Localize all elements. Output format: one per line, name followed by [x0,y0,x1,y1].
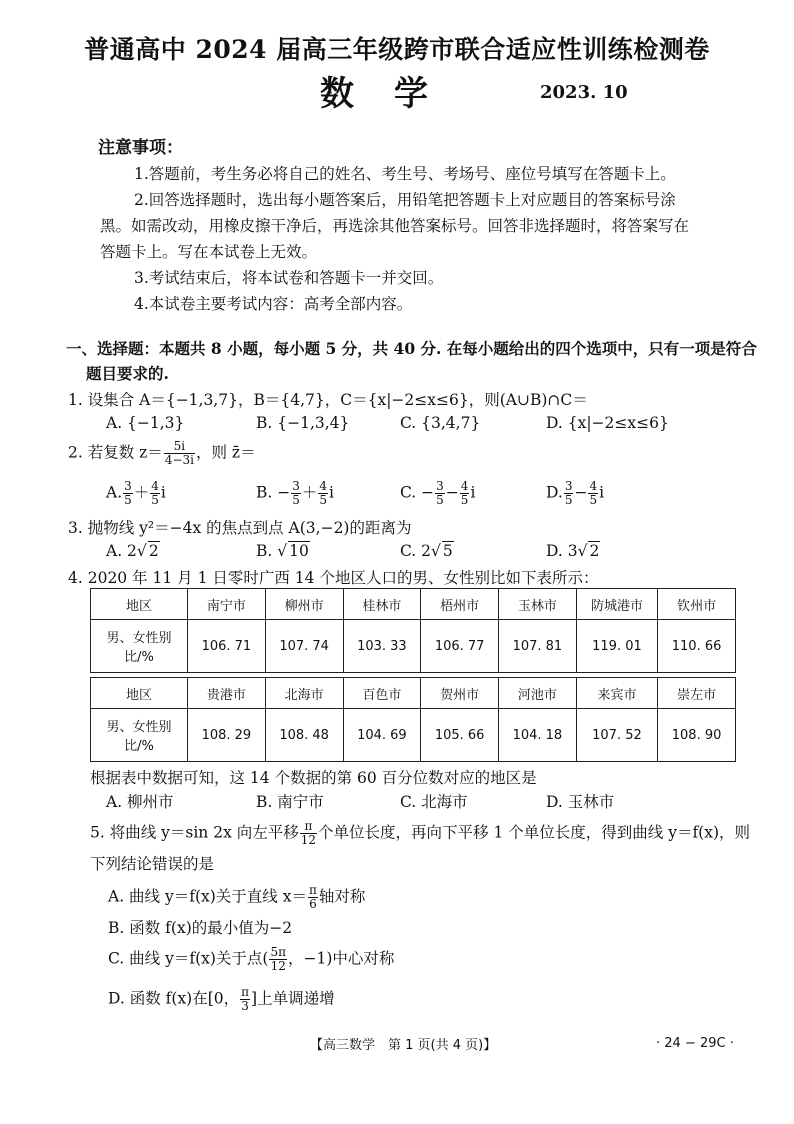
frac-num: 3 [436,479,444,493]
option-text: A. 曲线 y＝f(x)关于直线 x＝ [108,887,307,906]
table-cell: 贵港市 [188,678,266,709]
frac-num: 3 [124,479,132,493]
q4-option-a: A. 柳州市 [106,793,174,811]
q5-option-d [108,986,335,1013]
notice-line-5: 3.考试结束后，将本试卷和答题卡一并交回。 [134,269,444,287]
q4-stem: 4. 2020 年 11 月 1 日零时广西 14 个地区人口的男、女性别比如下表所示： [68,569,599,587]
fraction [123,480,133,507]
table-cell: 107. 74 [265,620,343,673]
q3-option-b [256,542,310,560]
ratio-label-line-1: 男、女性别 [106,631,172,646]
sqrt-sign: √ [277,542,288,560]
frac-num: π [241,985,250,999]
q1-stem: 1. 设集合 A＝{−1,3,7}，B＝{4,7}，C＝{x|−2≤x≤6}，则(A∪B)∩C＝ [68,391,588,409]
table-cell: 南宁市 [188,589,266,620]
ratio-label-line-1: 男、女性别 [106,720,172,735]
q3-option-a [106,542,160,560]
table-cell: 玉林市 [499,589,577,620]
frac-num: π [308,883,317,897]
table-row [91,678,736,709]
q4-question: 根据表中数据可知，这 14 个数据的第 60 百分位数对应的地区是 [90,769,537,787]
option-text: ，−1)中心对称 [288,949,395,968]
fraction [588,480,598,507]
q1-option-d: D. {x|−2≤x≤6} [546,414,669,432]
frac-den: 6 [309,897,317,911]
option-label: C. 2 [400,542,432,560]
exam-code: · 24 − 29C · [656,1036,734,1051]
frac-den: 5 [460,493,469,507]
radicand: 2 [589,542,600,560]
radicand: 2 [148,542,159,560]
table-cell: 来宾市 [576,678,657,709]
sqrt-sign: √ [136,542,147,560]
sqrt-sign: √ [431,542,441,560]
table-row [91,589,736,620]
q2-frac-den: 4−3i [164,453,194,467]
frac-num: 3 [564,479,573,493]
q5-stem-pre: 5. 将曲线 y＝sin 2x 向左平移 [90,823,299,842]
q4-option-c: C. 北海市 [400,793,468,811]
section-heading-line-2: 题目要求的. [86,364,169,383]
q5-stem [90,820,750,847]
frac-den: 3 [241,999,249,1013]
section-heading-line-1: 一、选择题：本题共 8 小题，每小题 5 分，共 40 分. 在每小题给出的四个选项中，只有一项是符合 [66,339,757,358]
q4-option-b: B. 南宁市 [256,793,324,811]
q1-option-a: A. {−1,3} [106,414,185,432]
fraction [308,884,318,911]
table-cell: 105. 66 [421,709,499,762]
operator: − [445,483,459,502]
q2-option-b [256,480,334,507]
frac-den: 5 [319,493,328,507]
table-row [91,620,736,673]
imag-unit: i [470,483,476,502]
option-label: A. 2 [106,542,137,560]
table-cell: 106. 77 [421,620,499,673]
table-cell: 119. 01 [576,620,657,673]
q5-option-a [108,884,365,911]
frac-num: 4 [151,479,159,493]
frac-num: 4 [319,479,328,493]
frac-den: 5 [436,493,444,507]
q2-stem-post: ，则 z̄＝ [195,443,256,462]
table-cell: 108. 48 [265,709,343,762]
fraction [564,480,574,507]
ratio-label-line-2: 比/% [124,650,154,665]
ratio-label-line-2: 比/% [124,739,154,754]
q5-option-b: B. 函数 f(x)的最小值为−2 [108,919,293,937]
fraction [291,480,301,507]
notice-line-1: 1.答题前，考生务必将自己的姓名、考生号、考场号、座位号填写在答题卡上。 [134,165,676,183]
option-label: A. [106,483,123,502]
q1-option-b: B. {−1,3,4} [256,414,350,432]
table-cell: 地区 [91,589,188,620]
table-cell: 崇左市 [658,678,736,709]
imag-unit: i [160,483,166,502]
q2-frac-num: 5i [164,440,195,454]
notice-line-3: 黑。如需改动，用橡皮擦干净后，再选涂其他答案标号。回答非选择题时，将答案写在 [100,217,690,235]
frac-den: 5 [151,493,159,507]
option-label: B. [256,542,278,560]
q2-option-a [106,480,166,507]
table-cell: 河池市 [499,678,577,709]
table-cell: 108. 90 [658,709,736,762]
table-cell: 贺州市 [421,678,499,709]
imag-unit: i [599,483,605,502]
subject-title: 数学 [320,74,468,114]
fraction [269,946,287,973]
sqrt-sign: √ [577,542,588,560]
frac-num: π [300,820,317,834]
frac-num: 4 [460,479,469,493]
fraction [240,986,250,1013]
q5-option-c [108,946,394,973]
notice-heading: 注意事项： [98,138,183,158]
notice-line-2: 2.回答选择题时，选出每小题答案后，用铅笔把答题卡上对应题目的答案标号涂 [134,191,676,209]
frac-den: 5 [564,493,573,507]
frac-den: 12 [270,959,286,973]
frac-den: 5 [292,493,300,507]
table-cell: 108. 29 [188,709,266,762]
notice-line-6: 4.本试卷主要考试内容：高考全部内容。 [134,295,413,313]
option-label: D. 3 [546,542,578,560]
q5-shift-fraction [300,820,317,847]
table-cell: 桂林市 [343,589,421,620]
frac-den: 5 [589,493,598,507]
q2-option-c [400,480,475,507]
q3-option-c [400,542,454,560]
table-cell: 107. 81 [499,620,577,673]
frac-num: 3 [292,479,300,493]
table-cell: 107. 52 [576,709,657,762]
q3-option-d [546,542,600,560]
option-text: 轴对称 [318,887,366,906]
q2-stem-pre: 2. 若复数 z＝ [68,443,163,462]
q5-stem-line-2: 下列结论错误的是 [90,855,215,873]
table-cell: 103. 33 [343,620,421,673]
option-label: B. − [256,483,291,502]
operator: ＋ [301,483,318,502]
frac-num: 5π [270,945,286,959]
exam-date: 2023. 10 [540,82,628,103]
frac-den: 5 [124,493,132,507]
q4-option-d: D. 玉林市 [546,793,615,811]
radicand: 5 [442,542,453,560]
operator: − [574,483,588,502]
table-cell: 百色市 [343,678,421,709]
q2-stem [68,440,256,467]
exam-title: 普通高中 2024 届高三年级跨市联合适应性训练检测卷 [84,35,710,64]
fraction [318,480,328,507]
fraction [150,480,160,507]
table-cell: 地区 [91,678,188,709]
table-cell: 梧州市 [421,589,499,620]
imag-unit: i [329,483,334,502]
table-cell: 钦州市 [658,589,736,620]
table-cell [91,620,188,673]
table-cell: 110. 66 [658,620,736,673]
sex-ratio-table [90,588,736,762]
q3-stem: 3. 抛物线 y²＝−4x 的焦点到点 A(3,−2)的距离为 [68,519,412,537]
frac-den: 12 [300,833,317,847]
table-cell: 104. 69 [343,709,421,762]
q2-fraction [164,440,195,467]
option-text: ]上单调递增 [251,989,335,1008]
notice-line-4: 答题卡上。写在本试卷上无效。 [100,243,318,261]
option-text: D. 函数 f(x)在[0， [108,989,240,1008]
page-footer: 【高三数学 第 1 页(共 4 页)】 [310,1038,497,1053]
table-cell: 防城港市 [576,589,657,620]
table-cell: 104. 18 [499,709,577,762]
option-text: C. 曲线 y＝f(x)关于点( [108,949,269,968]
option-label: D. [546,483,563,502]
q2-option-d [546,480,604,507]
radicand: 10 [289,542,309,560]
table-cell: 北海市 [265,678,343,709]
q1-option-c: C. {3,4,7} [400,414,481,432]
table-cell: 106. 71 [188,620,266,673]
q5-stem-post: 个单位长度，再向下平移 1 个单位长度，得到曲线 y＝f(x)，则 [318,823,751,842]
table-cell: 柳州市 [265,589,343,620]
table-row [91,709,736,762]
fraction [435,480,445,507]
table-cell [91,709,188,762]
operator: ＋ [133,483,150,502]
option-label: C. − [400,483,435,502]
fraction [460,480,470,507]
frac-num: 4 [589,479,598,493]
